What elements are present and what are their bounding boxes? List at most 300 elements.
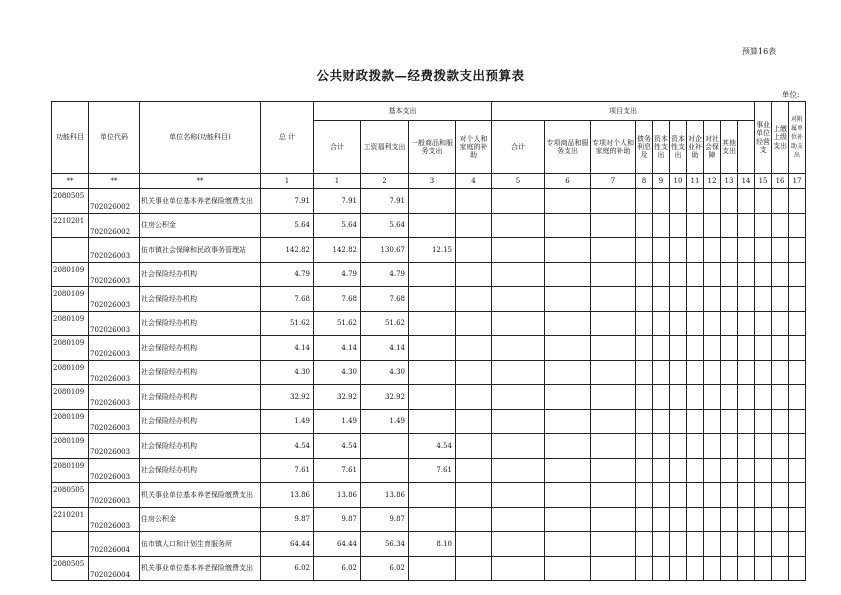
empty-cell bbox=[721, 287, 738, 312]
func-subject-cell: 2080109 bbox=[52, 360, 89, 385]
unit-name-cell: 社会保险经办机构 bbox=[140, 262, 261, 287]
unit-code-cell: 702026004 bbox=[89, 532, 140, 557]
goods-services-cell bbox=[409, 287, 456, 312]
salary-cell: 4.14 bbox=[361, 336, 409, 361]
goods-services-cell bbox=[409, 385, 456, 410]
empty-cell bbox=[755, 532, 772, 557]
empty-cell bbox=[545, 336, 591, 361]
empty-cell bbox=[772, 238, 789, 263]
empty-cell bbox=[721, 385, 738, 410]
table-row bbox=[52, 238, 806, 263]
total-cell: 13.86 bbox=[261, 483, 314, 508]
empty-cell bbox=[653, 483, 670, 508]
header-other: 其他支出 bbox=[721, 121, 738, 174]
basic-subtotal-cell: 5.64 bbox=[314, 213, 361, 238]
salary-cell: 4.79 bbox=[361, 262, 409, 287]
basic-subtotal-cell: 4.54 bbox=[314, 434, 361, 459]
empty-cell bbox=[591, 262, 636, 287]
empty-cell bbox=[636, 238, 653, 263]
salary-cell: 7.68 bbox=[361, 287, 409, 312]
header-special-personal: 专项对个人和家庭的补助 bbox=[591, 121, 636, 174]
empty-cell bbox=[492, 483, 545, 508]
unit-code-cell: 702026003 bbox=[89, 287, 140, 312]
empty-cell bbox=[653, 336, 670, 361]
empty-cell bbox=[789, 483, 806, 508]
personal-subsidy-cell bbox=[456, 238, 492, 263]
empty-cell bbox=[670, 336, 687, 361]
empty-cell bbox=[545, 409, 591, 434]
goods-services-cell: 4.54 bbox=[409, 434, 456, 459]
empty-cell bbox=[653, 189, 670, 214]
unit-name-cell: 社会保险经办机构 bbox=[140, 336, 261, 361]
empty-cell bbox=[772, 213, 789, 238]
empty-cell bbox=[653, 532, 670, 557]
empty-cell bbox=[721, 213, 738, 238]
index-cell: 15 bbox=[755, 174, 772, 189]
empty-cell bbox=[755, 189, 772, 214]
empty-cell bbox=[755, 434, 772, 459]
empty-cell bbox=[704, 532, 721, 557]
empty-cell bbox=[789, 360, 806, 385]
empty-cell bbox=[636, 287, 653, 312]
personal-subsidy-cell bbox=[456, 287, 492, 312]
empty-cell bbox=[772, 385, 789, 410]
empty-cell bbox=[492, 238, 545, 263]
empty-cell bbox=[772, 434, 789, 459]
empty-cell bbox=[721, 532, 738, 557]
empty-cell bbox=[755, 385, 772, 410]
index-cell: ** bbox=[89, 174, 140, 189]
empty-cell bbox=[789, 385, 806, 410]
empty-cell bbox=[704, 434, 721, 459]
empty-cell bbox=[545, 311, 591, 336]
empty-cell bbox=[704, 458, 721, 483]
goods-services-cell bbox=[409, 409, 456, 434]
empty-cell bbox=[721, 409, 738, 434]
empty-cell bbox=[636, 336, 653, 361]
goods-services-cell bbox=[409, 336, 456, 361]
empty-cell bbox=[670, 213, 687, 238]
empty-cell bbox=[738, 532, 755, 557]
index-cell: 9 bbox=[653, 174, 670, 189]
basic-subtotal-cell: 7.91 bbox=[314, 189, 361, 214]
unit-code-cell: 702026003 bbox=[89, 434, 140, 459]
empty-cell bbox=[670, 434, 687, 459]
personal-subsidy-cell bbox=[456, 311, 492, 336]
empty-cell bbox=[772, 360, 789, 385]
index-cell: 1 bbox=[314, 174, 361, 189]
index-cell: 7 bbox=[591, 174, 636, 189]
empty-cell bbox=[687, 532, 704, 557]
empty-cell bbox=[687, 507, 704, 532]
empty-cell bbox=[653, 507, 670, 532]
personal-subsidy-cell bbox=[456, 262, 492, 287]
header-basic-subtotal: 合计 bbox=[314, 121, 361, 174]
unit-code-cell: 702026003 bbox=[89, 311, 140, 336]
empty-cell bbox=[721, 556, 738, 581]
salary-cell: 56.34 bbox=[361, 532, 409, 557]
empty-cell bbox=[591, 336, 636, 361]
total-cell: 7.61 bbox=[261, 458, 314, 483]
empty-cell bbox=[670, 385, 687, 410]
empty-cell bbox=[636, 434, 653, 459]
table-body bbox=[52, 189, 806, 581]
empty-cell bbox=[687, 360, 704, 385]
empty-cell bbox=[545, 385, 591, 410]
empty-cell bbox=[721, 483, 738, 508]
total-cell: 142.82 bbox=[261, 238, 314, 263]
unit-code-cell: 702026003 bbox=[89, 458, 140, 483]
unit-name-cell: 社会保险经办机构 bbox=[140, 311, 261, 336]
empty-cell bbox=[492, 213, 545, 238]
empty-cell bbox=[687, 409, 704, 434]
empty-cell bbox=[789, 336, 806, 361]
empty-cell bbox=[789, 556, 806, 581]
empty-cell bbox=[492, 458, 545, 483]
empty-cell bbox=[738, 287, 755, 312]
goods-services-cell bbox=[409, 262, 456, 287]
unit-name-cell: 社会保险经办机构 bbox=[140, 409, 261, 434]
empty-cell bbox=[670, 409, 687, 434]
empty-cell bbox=[755, 409, 772, 434]
header-project-subtotal: 合计 bbox=[492, 121, 545, 174]
personal-subsidy-cell bbox=[456, 507, 492, 532]
header-row-1 bbox=[52, 102, 806, 121]
empty-cell bbox=[721, 360, 738, 385]
empty-cell bbox=[772, 483, 789, 508]
index-cell: 5 bbox=[492, 174, 545, 189]
empty-cell bbox=[704, 189, 721, 214]
index-cell: 8 bbox=[636, 174, 653, 189]
empty-cell bbox=[721, 311, 738, 336]
table-row bbox=[52, 287, 806, 312]
empty-cell bbox=[721, 507, 738, 532]
empty-cell bbox=[545, 434, 591, 459]
empty-cell bbox=[653, 458, 670, 483]
empty-cell bbox=[721, 434, 738, 459]
empty-cell bbox=[721, 238, 738, 263]
empty-cell bbox=[636, 556, 653, 581]
empty-cell bbox=[755, 458, 772, 483]
empty-cell bbox=[755, 360, 772, 385]
salary-cell bbox=[361, 458, 409, 483]
unit-name-cell: 社会保险经办机构 bbox=[140, 287, 261, 312]
salary-cell: 130.67 bbox=[361, 238, 409, 263]
unit-code-cell: 702026003 bbox=[89, 360, 140, 385]
unit-code-cell: 702026003 bbox=[89, 336, 140, 361]
func-subject-cell bbox=[52, 532, 89, 557]
empty-cell bbox=[545, 532, 591, 557]
salary-cell: 4.30 bbox=[361, 360, 409, 385]
empty-cell bbox=[636, 483, 653, 508]
table-row bbox=[52, 434, 806, 459]
empty-cell bbox=[670, 556, 687, 581]
goods-services-cell bbox=[409, 189, 456, 214]
basic-subtotal-cell: 64.44 bbox=[314, 532, 361, 557]
empty-cell bbox=[653, 434, 670, 459]
unit-code-cell: 702026003 bbox=[89, 238, 140, 263]
empty-cell bbox=[772, 189, 789, 214]
index-cell: 1 bbox=[261, 174, 314, 189]
empty-cell bbox=[687, 458, 704, 483]
empty-cell bbox=[738, 311, 755, 336]
empty-cell bbox=[545, 238, 591, 263]
empty-cell bbox=[755, 483, 772, 508]
func-subject-cell: 2080505 bbox=[52, 483, 89, 508]
empty-cell bbox=[789, 532, 806, 557]
empty-cell bbox=[687, 262, 704, 287]
header-social-security: 对社会保障 bbox=[704, 121, 721, 174]
empty-cell bbox=[636, 189, 653, 214]
empty-cell bbox=[670, 483, 687, 508]
table-row bbox=[52, 213, 806, 238]
unit-label: 单位: bbox=[782, 90, 800, 99]
empty-cell bbox=[545, 262, 591, 287]
empty-cell bbox=[545, 189, 591, 214]
unit-code-cell: 702026003 bbox=[89, 483, 140, 508]
goods-services-cell bbox=[409, 483, 456, 508]
empty-cell bbox=[738, 385, 755, 410]
empty-cell bbox=[755, 287, 772, 312]
func-subject-cell: 2080505 bbox=[52, 556, 89, 581]
goods-services-cell bbox=[409, 213, 456, 238]
salary-cell bbox=[361, 434, 409, 459]
empty-cell bbox=[721, 189, 738, 214]
empty-cell bbox=[687, 336, 704, 361]
salary-cell: 13.86 bbox=[361, 483, 409, 508]
basic-subtotal-cell: 7.68 bbox=[314, 287, 361, 312]
total-cell: 4.79 bbox=[261, 262, 314, 287]
salary-cell: 5.64 bbox=[361, 213, 409, 238]
empty-cell bbox=[545, 458, 591, 483]
table-row bbox=[52, 556, 806, 581]
salary-cell: 32.92 bbox=[361, 385, 409, 410]
empty-cell bbox=[772, 556, 789, 581]
index-cell: 17 bbox=[789, 174, 806, 189]
total-cell: 4.30 bbox=[261, 360, 314, 385]
empty-cell bbox=[772, 409, 789, 434]
empty-cell bbox=[636, 458, 653, 483]
empty-cell bbox=[653, 360, 670, 385]
empty-cell bbox=[591, 385, 636, 410]
basic-subtotal-cell: 1.49 bbox=[314, 409, 361, 434]
table-row bbox=[52, 336, 806, 361]
empty-cell bbox=[738, 360, 755, 385]
unit-name-cell: 社会保险经办机构 bbox=[140, 385, 261, 410]
empty-cell bbox=[492, 262, 545, 287]
header-basic-expenditure: 基本支出 bbox=[314, 102, 492, 121]
index-cell: ** bbox=[140, 174, 261, 189]
basic-subtotal-cell: 32.92 bbox=[314, 385, 361, 410]
func-subject-cell: 2080109 bbox=[52, 385, 89, 410]
personal-subsidy-cell bbox=[456, 458, 492, 483]
func-subject-cell: 2210201 bbox=[52, 507, 89, 532]
basic-subtotal-cell: 142.82 bbox=[314, 238, 361, 263]
empty-cell bbox=[755, 238, 772, 263]
empty-cell bbox=[670, 262, 687, 287]
empty-cell bbox=[772, 262, 789, 287]
empty-cell bbox=[591, 458, 636, 483]
personal-subsidy-cell bbox=[456, 213, 492, 238]
total-cell: 1.49 bbox=[261, 409, 314, 434]
goods-services-cell bbox=[409, 360, 456, 385]
empty-cell bbox=[687, 556, 704, 581]
empty-cell bbox=[704, 213, 721, 238]
index-cell: 10 bbox=[670, 174, 687, 189]
header-upper-payment: 上缴上级支出 bbox=[772, 102, 789, 174]
total-cell: 6.02 bbox=[261, 556, 314, 581]
empty-cell bbox=[772, 458, 789, 483]
total-cell: 4.54 bbox=[261, 434, 314, 459]
header-col-14 bbox=[738, 121, 755, 174]
func-subject-cell: 2080505 bbox=[52, 189, 89, 214]
table-row bbox=[52, 507, 806, 532]
personal-subsidy-cell bbox=[456, 434, 492, 459]
empty-cell bbox=[738, 238, 755, 263]
salary-cell: 9.87 bbox=[361, 507, 409, 532]
goods-services-cell bbox=[409, 507, 456, 532]
unit-code-cell: 702026003 bbox=[89, 409, 140, 434]
empty-cell bbox=[738, 213, 755, 238]
index-cell: 14 bbox=[738, 174, 755, 189]
empty-cell bbox=[738, 483, 755, 508]
func-subject-cell: 2080109 bbox=[52, 287, 89, 312]
salary-cell: 7.91 bbox=[361, 189, 409, 214]
func-subject-cell: 2080109 bbox=[52, 311, 89, 336]
unit-name-cell: 住房公积金 bbox=[140, 213, 261, 238]
empty-cell bbox=[704, 287, 721, 312]
empty-cell bbox=[653, 262, 670, 287]
total-cell: 7.68 bbox=[261, 287, 314, 312]
empty-cell bbox=[545, 360, 591, 385]
empty-cell bbox=[591, 311, 636, 336]
header-capital-1: 资本性支出 bbox=[653, 121, 670, 174]
header-affiliate-subsidy: 对附属单位补助支出 bbox=[789, 102, 806, 174]
empty-cell bbox=[772, 311, 789, 336]
empty-cell bbox=[636, 385, 653, 410]
empty-cell bbox=[738, 507, 755, 532]
goods-services-cell bbox=[409, 311, 456, 336]
basic-subtotal-cell: 51.62 bbox=[314, 311, 361, 336]
empty-cell bbox=[636, 409, 653, 434]
empty-cell bbox=[755, 507, 772, 532]
empty-cell bbox=[687, 287, 704, 312]
empty-cell bbox=[789, 507, 806, 532]
empty-cell bbox=[772, 287, 789, 312]
index-cell: 4 bbox=[456, 174, 492, 189]
index-cell: 2 bbox=[361, 174, 409, 189]
empty-cell bbox=[789, 189, 806, 214]
personal-subsidy-cell bbox=[456, 360, 492, 385]
header-salary: 工资福利支出 bbox=[361, 121, 409, 174]
header-debt-interest: 债务利息及 bbox=[636, 121, 653, 174]
personal-subsidy-cell bbox=[456, 556, 492, 581]
table-row bbox=[52, 189, 806, 214]
empty-cell bbox=[704, 336, 721, 361]
index-cell: 13 bbox=[721, 174, 738, 189]
basic-subtotal-cell: 4.30 bbox=[314, 360, 361, 385]
basic-subtotal-cell: 4.14 bbox=[314, 336, 361, 361]
empty-cell bbox=[670, 238, 687, 263]
personal-subsidy-cell bbox=[456, 189, 492, 214]
empty-cell bbox=[591, 532, 636, 557]
func-subject-cell: 2080109 bbox=[52, 262, 89, 287]
empty-cell bbox=[591, 238, 636, 263]
total-cell: 4.14 bbox=[261, 336, 314, 361]
empty-cell bbox=[670, 458, 687, 483]
empty-cell bbox=[772, 532, 789, 557]
header-unit-name: 单位名称(功能科目) bbox=[140, 102, 261, 174]
basic-subtotal-cell: 6.02 bbox=[314, 556, 361, 581]
unit-name-cell: 社会保险经办机构 bbox=[140, 360, 261, 385]
empty-cell bbox=[789, 409, 806, 434]
empty-cell bbox=[670, 532, 687, 557]
empty-cell bbox=[687, 189, 704, 214]
empty-cell bbox=[704, 311, 721, 336]
basic-subtotal-cell: 9.87 bbox=[314, 507, 361, 532]
empty-cell bbox=[704, 556, 721, 581]
index-cell: 6 bbox=[545, 174, 591, 189]
empty-cell bbox=[492, 532, 545, 557]
empty-cell bbox=[492, 409, 545, 434]
empty-cell bbox=[704, 238, 721, 263]
header-personal-subsidy: 对个人和家庭的补助 bbox=[456, 121, 492, 174]
unit-name-cell: 机关事业单位基本养老保险缴费支出 bbox=[140, 556, 261, 581]
empty-cell bbox=[545, 507, 591, 532]
empty-cell bbox=[687, 483, 704, 508]
empty-cell bbox=[591, 556, 636, 581]
empty-cell bbox=[772, 507, 789, 532]
unit-name-cell: 机关事业单位基本养老保险缴费支出 bbox=[140, 483, 261, 508]
func-subject-cell: 2080109 bbox=[52, 458, 89, 483]
empty-cell bbox=[704, 507, 721, 532]
empty-cell bbox=[492, 311, 545, 336]
empty-cell bbox=[492, 556, 545, 581]
index-row bbox=[52, 174, 806, 189]
empty-cell bbox=[755, 262, 772, 287]
empty-cell bbox=[704, 262, 721, 287]
empty-cell bbox=[704, 483, 721, 508]
header-enterprise-subsidy: 对企业补助 bbox=[687, 121, 704, 174]
index-cell: 16 bbox=[772, 174, 789, 189]
empty-cell bbox=[738, 556, 755, 581]
empty-cell bbox=[789, 262, 806, 287]
total-cell: 5.64 bbox=[261, 213, 314, 238]
empty-cell bbox=[738, 434, 755, 459]
table-row bbox=[52, 311, 806, 336]
salary-cell: 51.62 bbox=[361, 311, 409, 336]
empty-cell bbox=[687, 238, 704, 263]
total-cell: 7.91 bbox=[261, 189, 314, 214]
unit-name-cell: 社会保险经办机构 bbox=[140, 434, 261, 459]
goods-services-cell: 12.15 bbox=[409, 238, 456, 263]
unit-code-cell: 702026003 bbox=[89, 385, 140, 410]
unit-name-cell: 机关事业单位基本养老保险缴费支出 bbox=[140, 189, 261, 214]
empty-cell bbox=[636, 311, 653, 336]
empty-cell bbox=[545, 556, 591, 581]
empty-cell bbox=[755, 336, 772, 361]
empty-cell bbox=[670, 189, 687, 214]
empty-cell bbox=[591, 213, 636, 238]
header-unit-code: 单位代码 bbox=[89, 102, 140, 174]
unit-name-cell: 住房公积金 bbox=[140, 507, 261, 532]
unit-name-cell: 伍市镇人口和计划生育服务所 bbox=[140, 532, 261, 557]
func-subject-cell: 2080109 bbox=[52, 409, 89, 434]
index-cell: 12 bbox=[704, 174, 721, 189]
empty-cell bbox=[653, 556, 670, 581]
empty-cell bbox=[789, 311, 806, 336]
unit-name-cell: 伍市镇社会保障和民政事务管理站 bbox=[140, 238, 261, 263]
